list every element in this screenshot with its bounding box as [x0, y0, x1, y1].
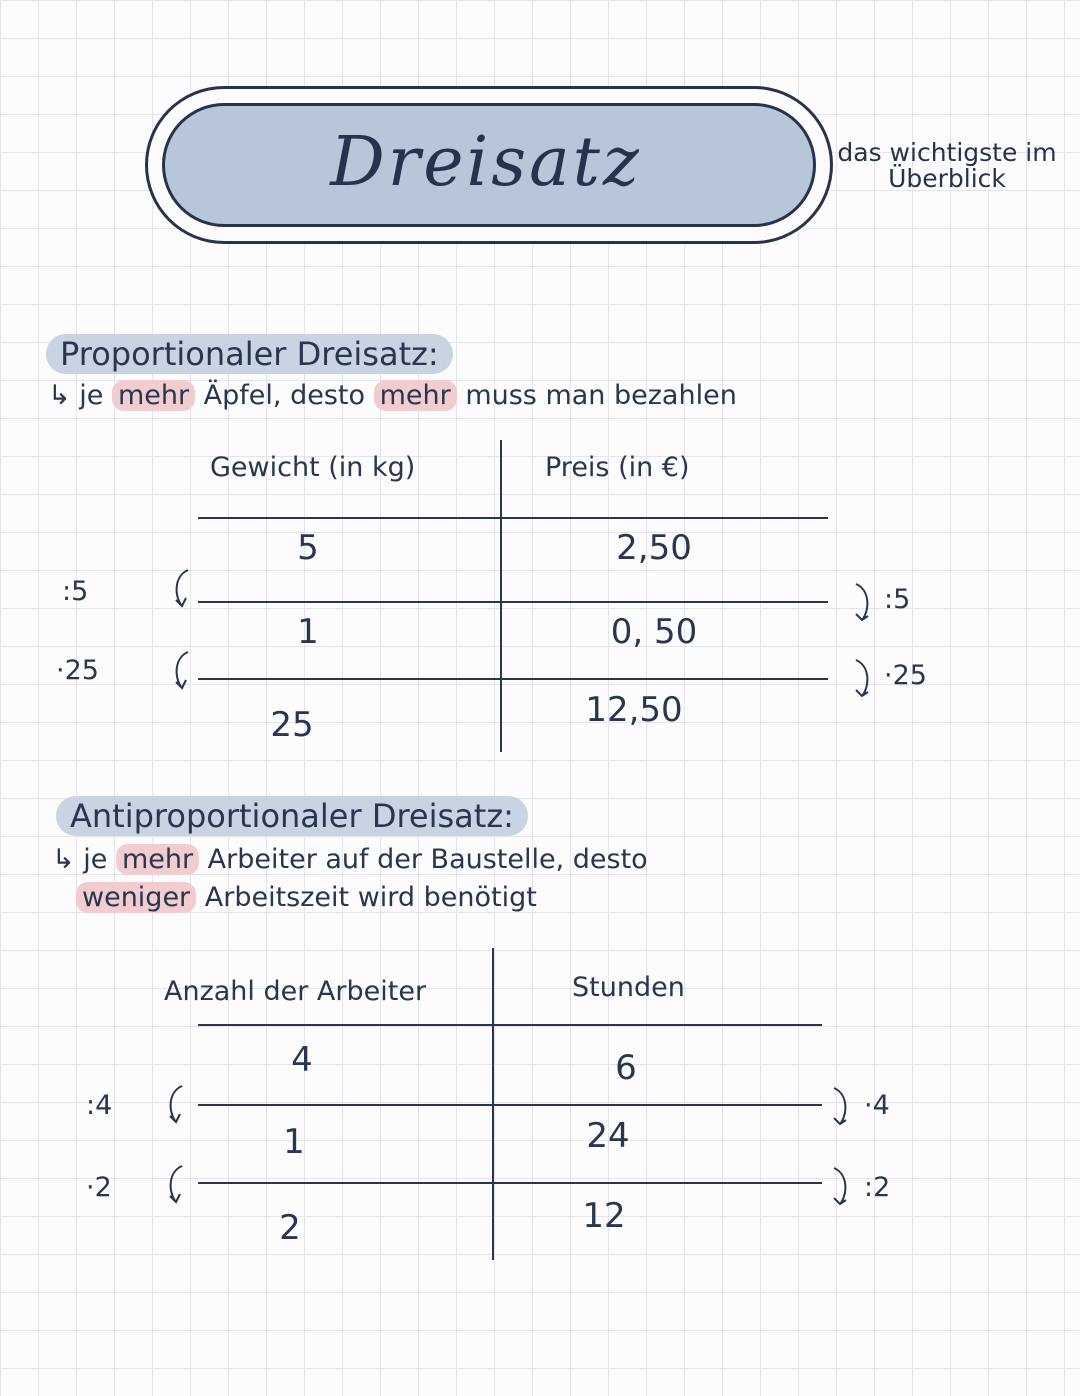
highlight-word: weniger: [76, 882, 196, 913]
arc-arrow-icon: [826, 1084, 852, 1128]
antiproportional-description-line-1: [52, 842, 648, 878]
column-header-workers: Anzahl der Arbeiter: [164, 976, 427, 1007]
table-row-rule: [198, 601, 828, 603]
highlight-word: mehr: [116, 844, 199, 875]
arc-arrow-icon: [848, 656, 874, 700]
column-header-price: Preis (in €): [545, 452, 690, 483]
arrow-icon: ↳: [52, 844, 75, 875]
page-title: Dreisatz: [330, 122, 642, 202]
desc-text: je: [83, 844, 108, 875]
table-cell: 24: [586, 1116, 630, 1156]
highlight-word: mehr: [112, 380, 195, 411]
table-cell: 6: [615, 1048, 637, 1088]
proportional-description: [48, 378, 737, 414]
operation-label: :2: [864, 1172, 891, 1203]
table-row-rule: [198, 1182, 822, 1184]
proportional-heading: Proportionaler Dreisatz:: [46, 334, 453, 374]
table-cell: 2: [279, 1208, 301, 1248]
table-column-divider: [500, 440, 502, 752]
table-cell: 4: [291, 1040, 313, 1080]
desc-text: Äpfel, desto: [203, 380, 365, 411]
highlight-word: mehr: [374, 380, 457, 411]
arc-arrow-icon: [170, 566, 196, 610]
desc-text: Arbeiter auf der Baustelle, desto: [207, 844, 648, 875]
table-cell: 12: [582, 1196, 626, 1236]
arc-arrow-icon: [164, 1082, 190, 1126]
column-header-weight: Gewicht (in kg): [210, 452, 416, 483]
table-header-rule: [198, 517, 828, 519]
operation-label: ·25: [884, 660, 927, 691]
operation-label: :4: [86, 1090, 113, 1121]
page-subtitle: das wichtigste im Überblick: [837, 138, 1057, 193]
operation-label: ·2: [86, 1172, 112, 1203]
table-header-rule: [198, 1024, 822, 1026]
table-cell: 12,50: [585, 690, 683, 730]
arc-arrow-icon: [826, 1164, 852, 1208]
antiproportional-heading: Antiproportionaler Dreisatz:: [56, 796, 528, 836]
arc-arrow-icon: [164, 1162, 190, 1206]
table-cell: 5: [297, 528, 319, 568]
arc-arrow-icon: [170, 648, 196, 692]
operation-label: ·4: [864, 1090, 890, 1121]
operation-label: :5: [884, 584, 911, 615]
antiproportional-description-line-2: [76, 880, 537, 916]
operation-label: ·25: [56, 655, 99, 686]
arc-arrow-icon: [848, 580, 874, 624]
table-cell: 25: [270, 705, 314, 745]
operation-label: :5: [62, 576, 89, 607]
desc-text: muss man bezahlen: [465, 380, 737, 411]
table-cell: 1: [283, 1122, 305, 1162]
table-row-rule: [198, 678, 828, 680]
desc-text: je: [79, 380, 104, 411]
table-cell: 1: [297, 612, 319, 652]
arrow-icon: ↳: [48, 380, 71, 411]
desc-text: Arbeitszeit wird benötigt: [204, 882, 537, 913]
table-cell: 0, 50: [610, 612, 698, 652]
column-header-hours: Stunden: [572, 972, 685, 1003]
table-cell: 2,50: [616, 528, 692, 568]
table-row-rule: [198, 1104, 822, 1106]
